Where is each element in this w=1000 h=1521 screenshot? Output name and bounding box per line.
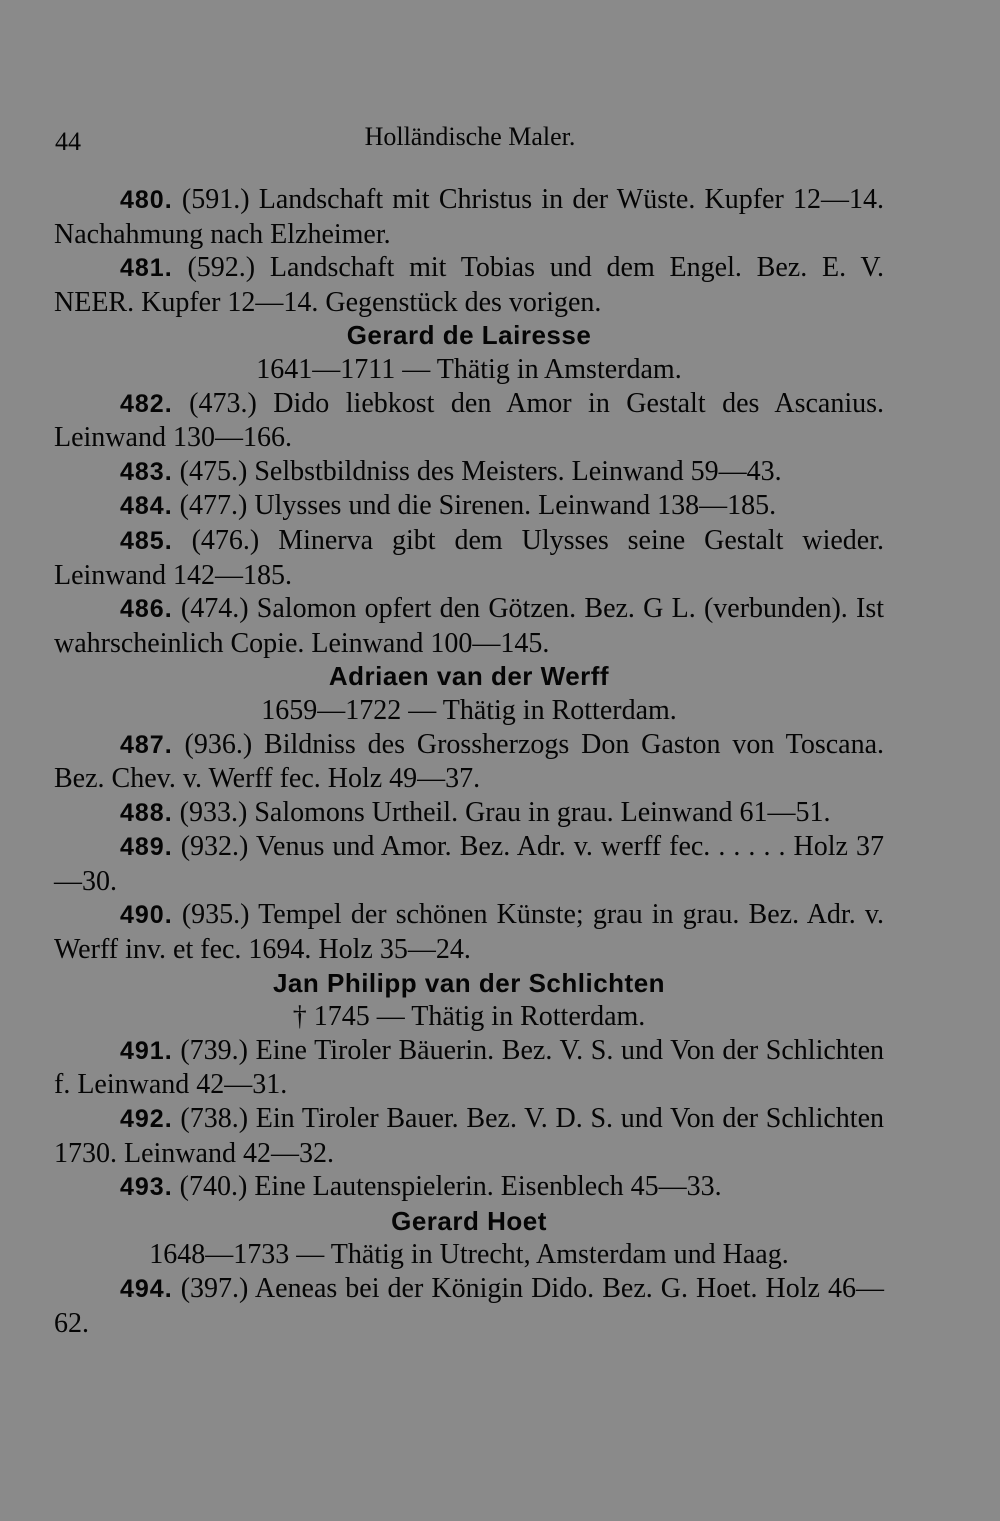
- catalogue-entry: [54, 251, 884, 319]
- entry-text: (740.) Eine Lautenspielerin. Eisenblech 45—33.: [179, 1171, 722, 1203]
- artist-dates: 1659—1722 — Thätig in Rotterdam.: [261, 694, 677, 726]
- entry-text: (474.) Salomon opfert den Götzen. Bez. G L. (verbunden). Ist wahrscheinlich Copie. Leinwand 100—145.: [54, 593, 885, 659]
- entry-text: (477.) Ulysses und die Sirenen. Leinwand 138—185.: [179, 490, 777, 522]
- catalogue-entry: [54, 489, 884, 524]
- artist-heading: Gerard Hoet: [391, 1205, 547, 1236]
- catalogue-entry: [54, 728, 884, 796]
- artist-heading: Gerard de Lairesse: [346, 320, 592, 351]
- entry-number: 493.: [120, 1173, 173, 1202]
- entry-number: 486.: [120, 595, 173, 624]
- catalogue-entry: [54, 898, 884, 966]
- catalogue-entry: [54, 1034, 884, 1102]
- entry-number: 490.: [120, 901, 173, 930]
- entry-number: 487.: [120, 730, 173, 759]
- entry-text: (476.) Minerva gibt dem Ulysses seine Gestalt wieder. Leinwand 142—185.: [54, 524, 884, 591]
- catalogue-body: [54, 183, 884, 1340]
- entry-number: 482.: [120, 389, 173, 418]
- entry-text: (475.) Selbstbildniss des Meisters. Leinwand 59—43.: [179, 455, 782, 487]
- artist-dates: 1641—1711 — Thätig in Amsterdam.: [256, 353, 682, 385]
- entry-number: 480.: [120, 186, 173, 214]
- entry-number: 481.: [120, 254, 173, 283]
- catalogue-entry: [54, 796, 884, 831]
- catalogue-entry: [54, 830, 884, 898]
- catalogue-entry: [54, 387, 884, 455]
- entry-number: 491.: [120, 1036, 173, 1065]
- catalogue-entry: [54, 524, 884, 592]
- artist-heading: Adriaen van der Werff: [328, 661, 610, 692]
- entry-number: 488.: [120, 798, 173, 827]
- entry-text: (933.) Salomons Urtheil. Grau in grau. Leinwand 61—51.: [179, 796, 831, 828]
- entry-text: (739.) Eine Tiroler Bäuerin. Bez. V. S. und Von der Schlichten f. Leinwand 42—31.: [54, 1034, 884, 1101]
- entry-text: (473.) Dido liebkost den Amor in Gestalt des Ascanius. Leinwand 130—166.: [54, 387, 884, 454]
- running-header: Holländische Maler.: [364, 122, 576, 151]
- entry-number: 484.: [120, 492, 173, 521]
- catalogue-entry: [54, 455, 884, 490]
- entry-text: (932.) Venus und Amor. Bez. Adr. v. werff fec. . . . . . Holz 37—30.: [54, 831, 884, 897]
- entry-number: 483.: [120, 457, 173, 486]
- page-number: 44: [55, 127, 81, 156]
- entry-number: 492.: [120, 1105, 173, 1134]
- catalogue-entry: [54, 183, 884, 251]
- catalogue-entry: [54, 592, 884, 660]
- entry-text: (591.) Landschaft mit Christus in der Wüste. Kupfer 12—14. Nachahmung nach Elzheimer.: [54, 184, 885, 250]
- artist-dates: † 1745 — Thätig in Rotterdam.: [292, 1001, 646, 1033]
- catalogue-entry: [54, 1170, 884, 1205]
- artist-heading: Jan Philipp van der Schlichten: [272, 967, 666, 998]
- entry-number: 489.: [120, 833, 173, 862]
- entry-number: 485.: [120, 526, 173, 555]
- artist-dates: 1648—1733 — Thätig in Utrecht, Amsterdam und Haag.: [149, 1239, 789, 1271]
- catalogue-entry: [54, 1272, 884, 1340]
- catalogue-entry: [54, 1102, 884, 1170]
- entry-text: (397.) Aeneas bei der Königin Dido. Bez. G. Hoet. Holz 46—62.: [54, 1273, 884, 1339]
- entry-text: (936.) Bildniss des Grossherzogs Don Gaston von Toscana. Bez. Chev. v. Werff fec. Holz 49—37.: [54, 728, 885, 795]
- entry-number: 494.: [120, 1275, 173, 1303]
- entry-text: (935.) Tempel der schönen Künste; grau in grau. Bez. Adr. v. Werff inv. et fec. 1694. Holz 35—24.: [54, 899, 885, 966]
- entry-text: (592.) Landschaft mit Tobias und dem Engel. Bez. E. V. NEER. Kupfer 12—14. Gegenstück des vorigen.: [54, 252, 884, 318]
- entry-text: (738.) Ein Tiroler Bauer. Bez. V. D. S. und Von der Schlichten 1730. Leinwand 42—32.: [54, 1103, 884, 1169]
